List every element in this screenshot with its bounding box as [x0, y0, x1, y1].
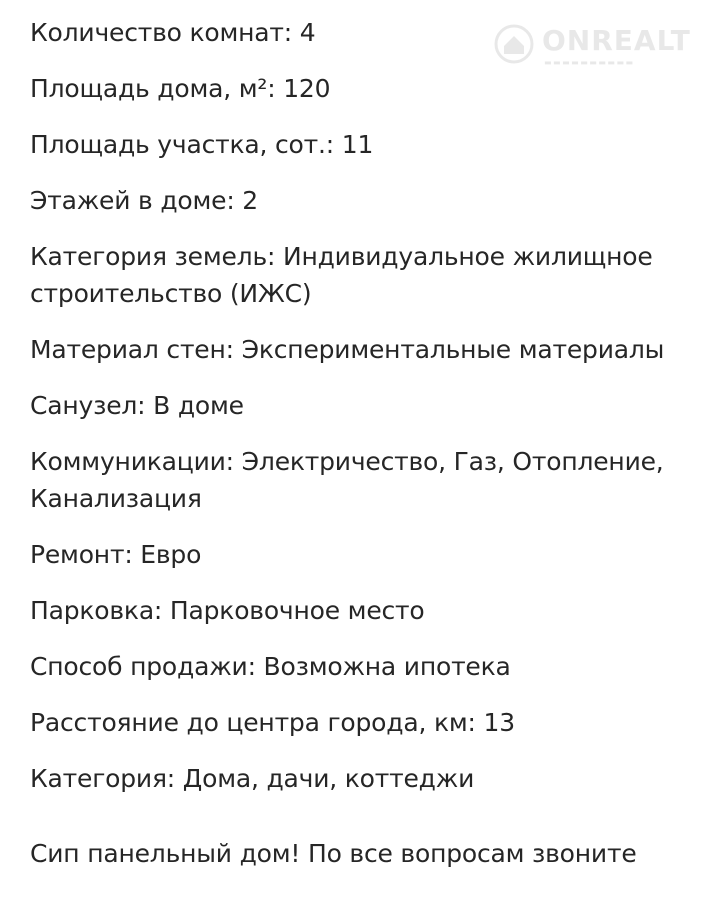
utilities-field: Коммуникации: Электричество, Газ, Отопление, Канализация	[30, 447, 664, 513]
category-field: Категория: Дома, дачи, коттеджи	[30, 764, 475, 793]
plot-area-field: Площадь участка, сот.: 11	[30, 130, 374, 159]
renovation-field: Ремонт: Евро	[30, 540, 202, 569]
house-area-field: Площадь дома, м²: 120	[30, 74, 331, 103]
land-category-field: Категория земель: Индивидуальное жилищное строительство (ИЖС)	[30, 242, 653, 308]
watermark-brand: ONREALT	[542, 24, 691, 57]
description-text: Сип панельный дом! По все вопросам звоните	[30, 839, 637, 868]
parking-field: Парковка: Парковочное место	[30, 596, 425, 625]
floors-field: Этажей в доме: 2	[30, 186, 259, 215]
listing-details	[30, 14, 710, 891]
rooms-field: Количество комнат: 4	[30, 18, 316, 47]
bathroom-field: Санузел: В доме	[30, 391, 244, 420]
section-gap	[30, 816, 710, 835]
watermark-subtitle: ▬▬▬▬▬▬▬▬▬▬	[544, 58, 635, 67]
distance-field: Расстояние до центра города, км: 13	[30, 708, 515, 737]
sale-method-field: Способ продажи: Возможна ипотека	[30, 652, 511, 681]
wall-material-field: Материал стен: Экспериментальные материалы	[30, 335, 665, 364]
